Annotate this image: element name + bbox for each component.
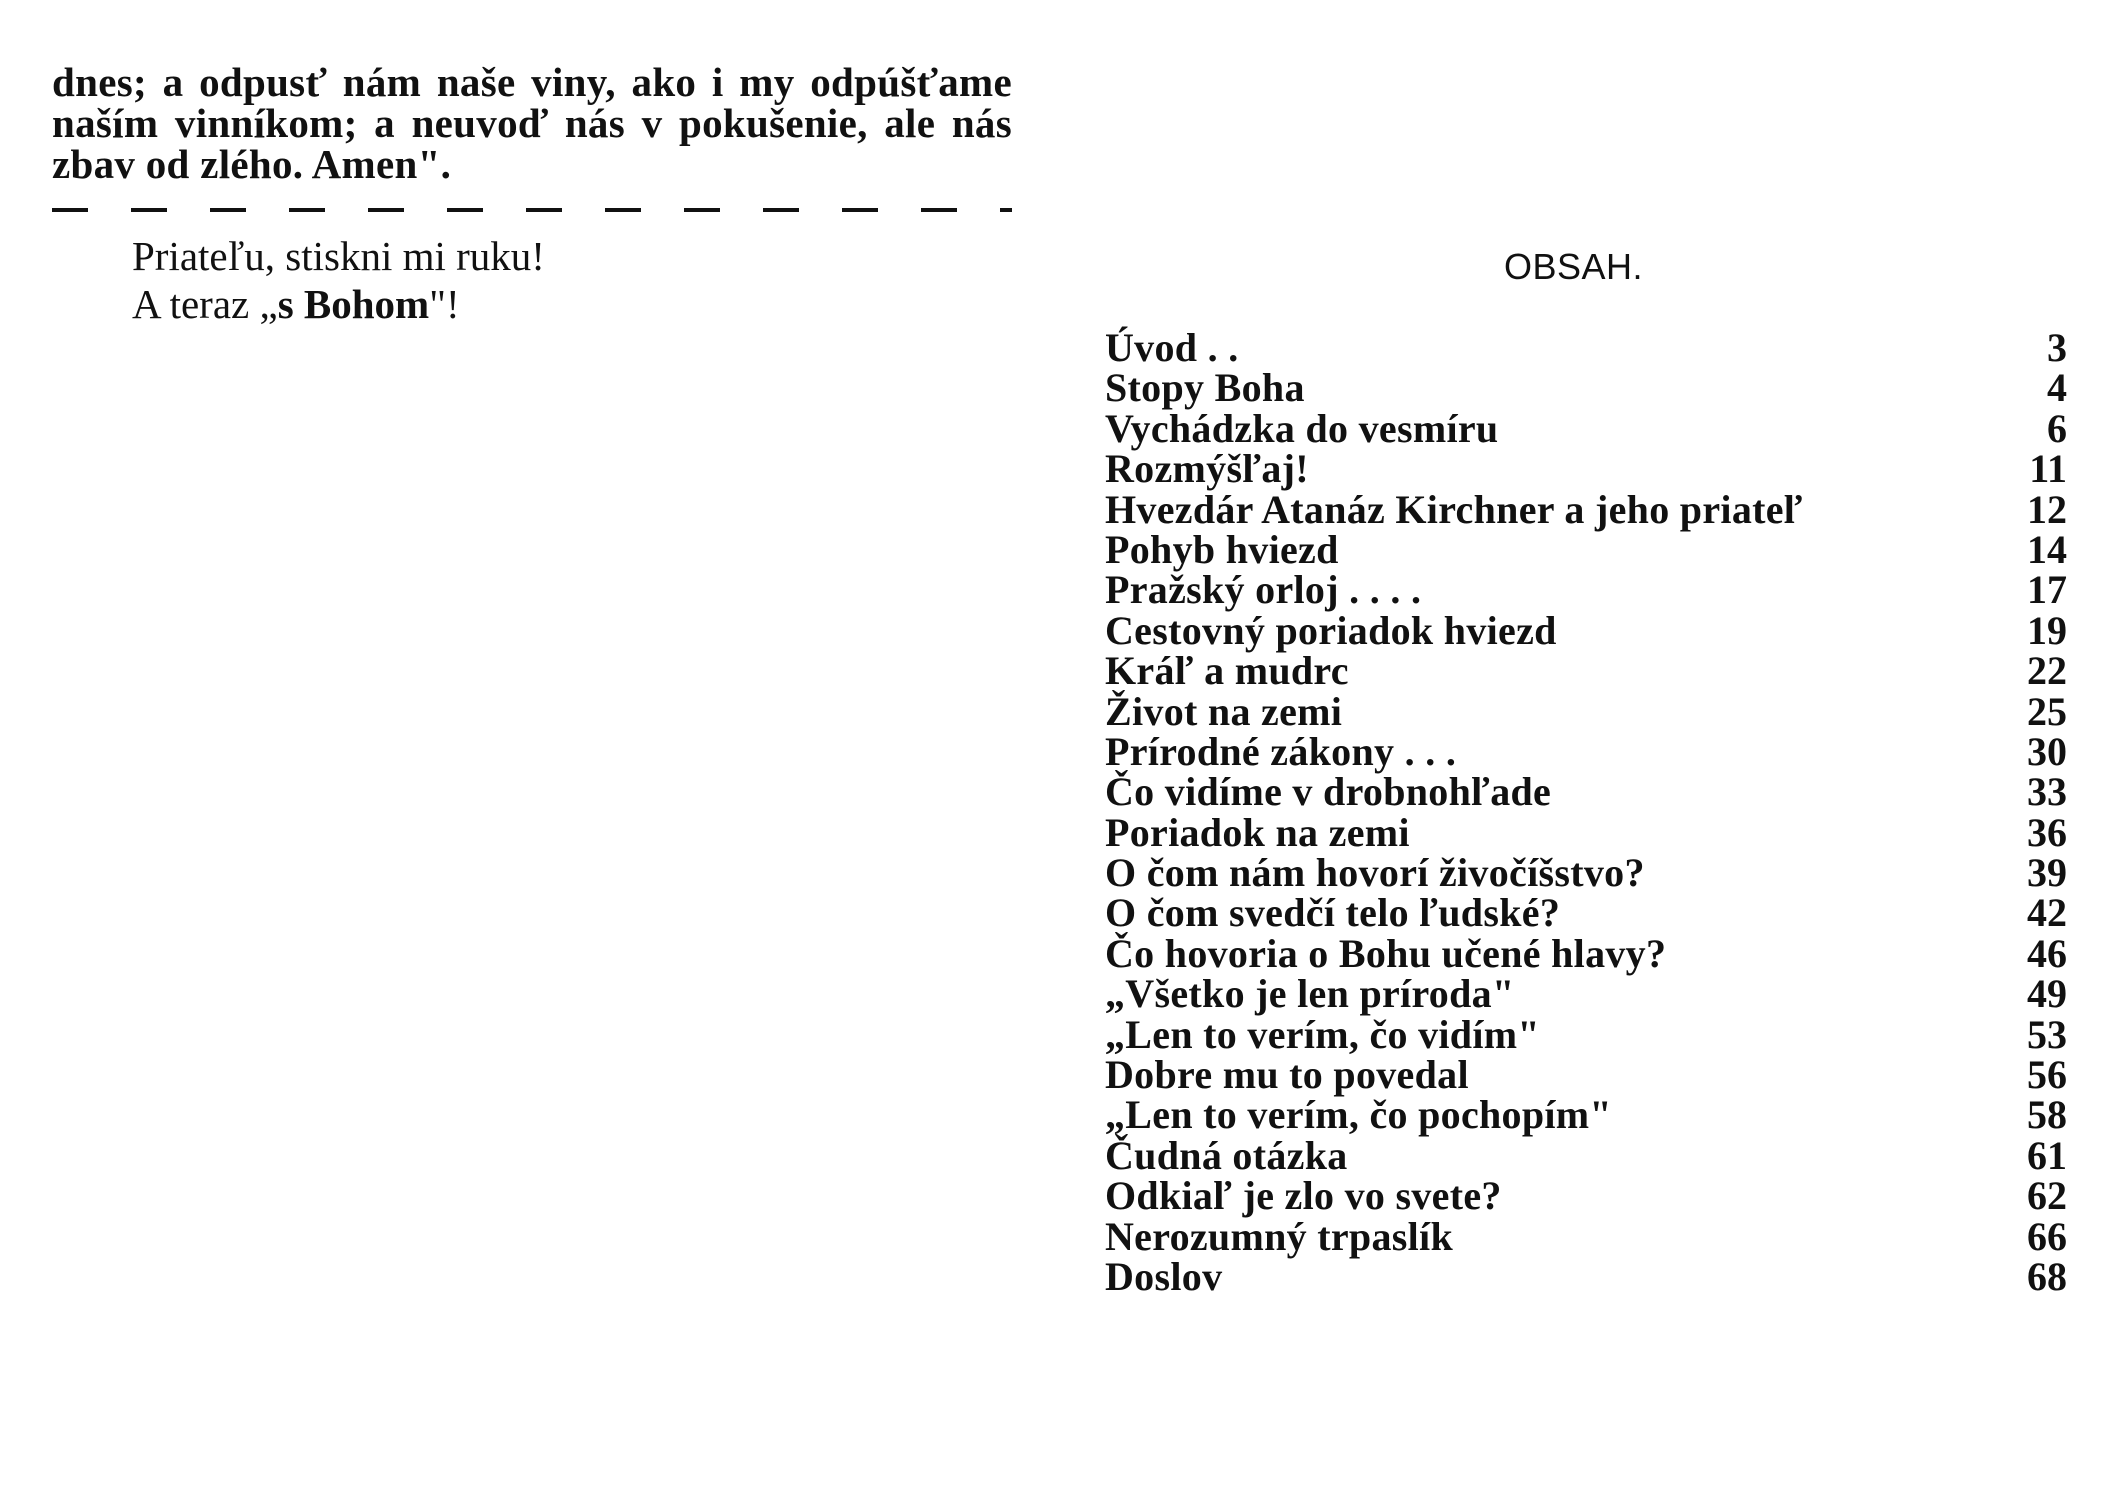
toc-entry-title: „Len to verím, čo vidím" bbox=[1105, 1011, 1540, 1057]
toc-entry bbox=[1105, 728, 2067, 774]
toc-entry-title: Rozmýšľaj! bbox=[1105, 446, 1309, 492]
toc-entry-page: 12 bbox=[2027, 486, 2067, 532]
toc-entry-page: 49 bbox=[2027, 971, 2067, 1017]
toc-entry-title: O čom nám hovorí živočíšstvo? bbox=[1105, 850, 1645, 896]
toc-entry-page: 25 bbox=[2027, 688, 2067, 734]
toc-entry bbox=[1105, 567, 2067, 613]
toc-entry bbox=[1105, 526, 2067, 572]
toc-entry-title: Čudná otázka bbox=[1105, 1132, 1348, 1178]
toc-entry bbox=[1105, 325, 2067, 370]
toc-entry bbox=[1105, 809, 2067, 855]
toc-entry-page: 22 bbox=[2027, 648, 2067, 694]
toc-entry-title: Nerozumný trpaslík bbox=[1105, 1213, 1453, 1259]
toc-entry bbox=[1105, 850, 2067, 896]
toc-entry-title: Poriadok na zemi bbox=[1105, 809, 1410, 855]
table-of-contents bbox=[1105, 325, 2067, 1299]
toc-entry bbox=[1105, 1173, 2067, 1219]
toc-entry bbox=[1105, 648, 2067, 694]
toc-entry-page: 66 bbox=[2027, 1213, 2067, 1259]
farewell-line bbox=[132, 280, 545, 328]
toc-entry bbox=[1105, 971, 2067, 1017]
toc-entry-title: Kráľ a mudrc bbox=[1105, 648, 1349, 694]
toc-entry bbox=[1105, 1253, 2067, 1299]
toc-entry bbox=[1105, 1092, 2067, 1138]
toc-entry bbox=[1105, 1011, 2067, 1057]
toc-entry-page: 58 bbox=[2027, 1092, 2067, 1138]
toc-entry-page: 61 bbox=[2027, 1132, 2067, 1178]
toc-entry-title: „Len to verím, čo pochopím" bbox=[1105, 1092, 1612, 1138]
toc-entry bbox=[1105, 365, 2067, 411]
toc-entry-page: 68 bbox=[2027, 1253, 2067, 1299]
toc-entry-title: Hvezdár Atanáz Kirchner a jeho priateľ bbox=[1105, 486, 1803, 532]
toc-entry bbox=[1105, 405, 2067, 451]
toc-entry bbox=[1105, 1213, 2067, 1259]
toc-entry-page: 19 bbox=[2027, 607, 2067, 653]
toc-entry-page: 30 bbox=[2027, 728, 2067, 774]
toc-entry bbox=[1105, 486, 2067, 532]
toc-entry-title: „Všetko je len príroda" bbox=[1105, 971, 1515, 1017]
toc-entry-title: Pohyb hviezd bbox=[1105, 526, 1339, 572]
prayer-line: naším vinníkom; a neuvoď nás v pokušenie, ale nás bbox=[52, 100, 1012, 146]
toc-entry-title: Úvod . . bbox=[1105, 325, 1239, 370]
toc-entry-title: Odkiaľ je zlo vo svete? bbox=[1105, 1173, 1502, 1219]
toc-entry bbox=[1105, 1132, 2067, 1178]
toc-entry-page: 56 bbox=[2027, 1052, 2067, 1098]
toc-entry-page: 53 bbox=[2027, 1011, 2067, 1057]
toc-entry-page: 46 bbox=[2027, 930, 2067, 976]
toc-entry-page: 33 bbox=[2027, 769, 2067, 815]
toc-entry-title: Cestovný poriadok hviezd bbox=[1105, 607, 1557, 653]
dashed-divider bbox=[52, 208, 1012, 212]
farewell-prefix: A teraz „ bbox=[132, 281, 278, 327]
toc-entry-title: Pražský orloj . . . . bbox=[1105, 567, 1422, 613]
toc-entry-page: 11 bbox=[2029, 446, 2067, 492]
toc-entry bbox=[1105, 1052, 2067, 1098]
farewell-line: Priateľu, stiskni mi ruku! bbox=[132, 233, 545, 279]
toc-entry-title: O čom svedčí telo ľudské? bbox=[1105, 890, 1561, 936]
toc-entry-title: Čo hovoria o Bohu učené hlavy? bbox=[1105, 930, 1667, 976]
toc-entry-page: 36 bbox=[2027, 809, 2067, 855]
toc-entry bbox=[1105, 890, 2067, 936]
toc-entry-title: Život na zemi bbox=[1105, 688, 1343, 734]
left-page bbox=[52, 59, 1012, 187]
toc-entry-title: Prírodné zákony . . . bbox=[1105, 728, 1457, 774]
farewell-bold: s Bohom bbox=[277, 281, 430, 327]
toc-entry-page: 42 bbox=[2027, 890, 2067, 936]
farewell-suffix: "! bbox=[429, 281, 460, 327]
prayer-paragraph bbox=[52, 59, 1012, 187]
prayer-line: dnes; a odpusť nám naše viny, ako i my odpúšťame bbox=[52, 59, 1012, 105]
farewell-block bbox=[132, 232, 545, 328]
toc-title: OBSAH. bbox=[1504, 246, 1644, 287]
toc-entry-page: 17 bbox=[2027, 567, 2067, 613]
toc-entry-title: Doslov bbox=[1105, 1253, 1223, 1299]
toc-entry-title: Stopy Boha bbox=[1105, 365, 1305, 411]
toc-entry bbox=[1105, 607, 2067, 653]
toc-entry-page: 14 bbox=[2027, 526, 2067, 572]
toc-entry-page: 3 bbox=[2047, 325, 2067, 370]
toc-entry bbox=[1105, 688, 2067, 734]
toc-entry bbox=[1105, 446, 2067, 492]
toc-entry-title: Vychádzka do vesmíru bbox=[1105, 405, 1499, 451]
toc-entry bbox=[1105, 769, 2067, 815]
toc-entry-page: 39 bbox=[2027, 850, 2067, 896]
toc-entry-page: 6 bbox=[2047, 405, 2067, 451]
toc-entry-title: Dobre mu to povedal bbox=[1105, 1052, 1469, 1098]
prayer-line: zbav od zlého. Amen". bbox=[52, 141, 452, 187]
toc-entry-title: Čo vidíme v drobnohľade bbox=[1105, 769, 1552, 815]
toc-entry-page: 62 bbox=[2027, 1173, 2067, 1219]
toc-entry bbox=[1105, 930, 2067, 976]
toc-entry-page: 4 bbox=[2047, 365, 2067, 411]
